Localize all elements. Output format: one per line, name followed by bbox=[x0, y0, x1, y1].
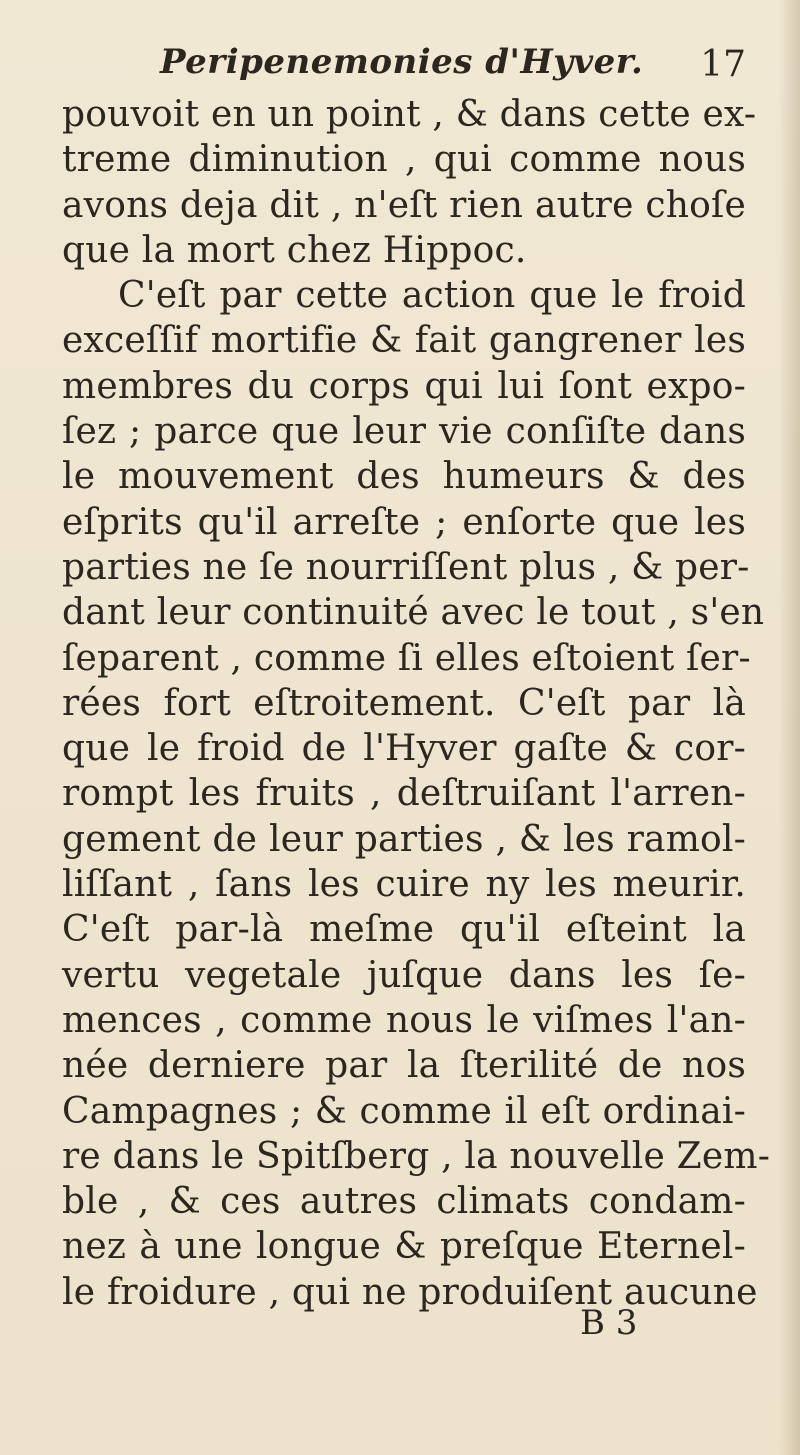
text-line: ſez ; parce que leur vie conſiſte dans bbox=[62, 411, 746, 453]
text-line: gement de leur parties , & les ramol- bbox=[62, 818, 746, 860]
signature-mark: B 3 bbox=[580, 1303, 638, 1343]
body-text bbox=[62, 92, 771, 1315]
running-head bbox=[60, 38, 746, 98]
text-line: ſeparent , comme ſi elles eſtoient ſer- bbox=[62, 637, 751, 679]
page-edge-shadow bbox=[778, 0, 800, 1455]
text-line: treme diminution , qui comme nous bbox=[62, 139, 746, 181]
text-line: que le froid de l'Hyver gaſte & cor- bbox=[62, 728, 746, 770]
text-line: ble , & ces autres climats condam- bbox=[62, 1181, 746, 1223]
text-line: liſſant , ſans les cuire ny les meurir. bbox=[62, 864, 746, 906]
text-line: rompt les fruits , deſtruiſant l'arren- bbox=[62, 773, 746, 815]
text-line: pouvoit en un point , & dans cette ex- bbox=[62, 94, 757, 135]
text-line: le mouvement des humeurs & des bbox=[62, 456, 746, 498]
text-line: vertu vegetale juſque dans les ſe- bbox=[62, 954, 746, 996]
text-line: avons deja dit , n'eſt rien autre choſe bbox=[62, 184, 746, 226]
text-line: re dans le Spitſberg , la nouvelle Zem- bbox=[62, 1135, 771, 1177]
text-line: exceſſif mortifie & fait gangrener les bbox=[62, 320, 746, 362]
text-line: Campagnes ; & comme il eſt ordinai- bbox=[62, 1090, 746, 1132]
text-line: née derniere par la ſterilité de nos bbox=[62, 1045, 746, 1087]
text-line: C'eſt par cette action que le froid bbox=[118, 275, 746, 317]
page-number: 17 bbox=[700, 44, 746, 85]
running-head-title: Peripenemonies d'Hyver. bbox=[160, 42, 644, 82]
text-line: le froidure , qui ne produiſent aucune bbox=[62, 1271, 758, 1313]
text-line: rées fort eſtroitement. C'eſt par là bbox=[62, 682, 746, 724]
text-line: parties ne ſe nourriſſent plus , & per- bbox=[62, 546, 750, 588]
text-line: C'eſt par-là meſme qu'il eſteint la bbox=[62, 909, 746, 951]
text-line: eſprits qu'il arreſte ; enſorte que les bbox=[62, 501, 746, 543]
text-line: membres du corps qui lui ſont expo- bbox=[62, 365, 746, 407]
text-line: que la mort chez Hippoc. bbox=[62, 229, 527, 271]
text-line: nez à une longue & preſque Eternel- bbox=[62, 1226, 746, 1268]
text-line: mences , comme nous le viſmes l'an- bbox=[62, 999, 746, 1041]
text-line: dant leur continuité avec le tout , s'en bbox=[62, 592, 765, 634]
